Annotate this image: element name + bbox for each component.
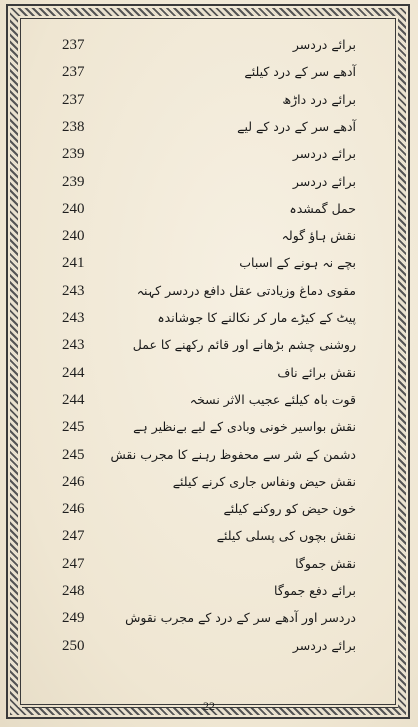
toc-entry-title: بچے نہ ہونے کے اسباب <box>239 255 356 271</box>
toc-entry-title: قوت باہ کیلئے عجیب الاثر نسخہ <box>189 391 356 407</box>
toc-page-number: 238 <box>62 118 85 135</box>
toc-row <box>20 116 396 138</box>
toc-page-number: 245 <box>62 446 85 463</box>
toc-entry-title: برائے دردسر <box>292 146 356 162</box>
toc-entry-title: روشنی چشم بڑھانے اور قائم رکھنے کا عمل <box>132 337 356 353</box>
toc-row <box>20 471 396 493</box>
toc-entry-title: برائے درد داڑھ <box>282 91 356 107</box>
toc-row <box>20 334 396 356</box>
toc-entry-title: نقش حیض ونفاس جاری کرنے کیلئے <box>172 473 356 489</box>
toc-row <box>20 607 396 629</box>
toc-entry-title: آدھے سر کے درد کے لیے <box>237 118 356 134</box>
toc-row <box>20 280 396 302</box>
toc-row <box>20 580 396 602</box>
toc-row <box>20 553 396 575</box>
toc-row <box>20 389 396 411</box>
toc-row <box>20 525 396 547</box>
toc-page-number: 240 <box>62 228 85 245</box>
table-of-contents <box>20 18 396 678</box>
toc-page-number: 243 <box>62 282 85 299</box>
toc-entry-title: نقش برائے ناف <box>277 364 356 380</box>
toc-page-number: 241 <box>62 255 85 272</box>
toc-row <box>20 416 396 438</box>
toc-page-number: 237 <box>62 91 85 108</box>
footer-rule <box>22 707 398 708</box>
toc-entry-title: برائے دفع جموگا <box>274 583 356 598</box>
toc-row <box>20 635 396 657</box>
toc-page-number: 240 <box>62 200 85 217</box>
toc-page-number: 248 <box>62 583 85 599</box>
toc-entry-title: دردسر اور آدھے سر کے درد کے مجرب نقوش <box>125 610 356 626</box>
toc-entry-title: نقش جموگا <box>295 555 356 571</box>
toc-page-number: 244 <box>62 364 85 381</box>
toc-entry-title: برائے دردسر <box>292 637 356 653</box>
toc-row <box>20 171 396 193</box>
toc-page-number: 243 <box>62 310 85 326</box>
toc-entry-title: خون حیض کو روکنے کیلئے <box>223 501 356 517</box>
toc-page-number: 246 <box>62 473 85 490</box>
toc-row <box>20 362 396 384</box>
toc-row <box>20 498 396 520</box>
toc-row <box>20 198 396 220</box>
toc-page-number: 239 <box>62 173 85 190</box>
toc-entry-title: نقش ہاؤ گولہ <box>281 228 356 244</box>
toc-row <box>20 307 396 329</box>
toc-page-number: 247 <box>62 555 85 572</box>
toc-entry-title: دشمن کے شر سے محفوظ رہنے کا مجرب نقش <box>110 446 356 462</box>
toc-row <box>20 143 396 165</box>
toc-page-number: 237 <box>62 37 85 53</box>
toc-page-number: 246 <box>62 501 85 518</box>
toc-entry-title: برائے دردسر <box>292 37 356 52</box>
toc-page-number: 250 <box>62 637 85 654</box>
toc-entry-title: پیٹ کے کیڑے مار کر نکالنے کا جوشاندہ <box>157 310 356 325</box>
toc-page-number: 247 <box>62 528 85 545</box>
toc-page-number: 245 <box>62 419 85 436</box>
toc-entry-title: نقش بواسیر خونی وبادی کے لیے بےنظیر ہے <box>133 419 356 435</box>
toc-page-number: 244 <box>62 391 85 408</box>
toc-entry-title: مقوی دماغ وزیادتی عقل دافع دردسر کہنہ <box>136 282 356 298</box>
toc-entry-title: حمل گمشدہ <box>289 200 356 216</box>
toc-row <box>20 34 396 56</box>
toc-page-number: 243 <box>62 337 85 354</box>
toc-row <box>20 444 396 466</box>
toc-entry-title: نقش بچوں کی پسلی کیلئے <box>216 528 356 544</box>
toc-page-number: 239 <box>62 146 85 163</box>
toc-row <box>20 89 396 111</box>
toc-entry-title: آدھے سر کے درد کیلئے <box>244 64 356 80</box>
toc-row <box>20 252 396 274</box>
toc-page-number: 237 <box>62 64 85 81</box>
toc-row <box>20 61 396 83</box>
page-number: 22 <box>203 699 215 713</box>
toc-entry-title: برائے دردسر <box>292 173 356 189</box>
toc-page-number: 249 <box>62 610 85 627</box>
toc-row <box>20 225 396 247</box>
